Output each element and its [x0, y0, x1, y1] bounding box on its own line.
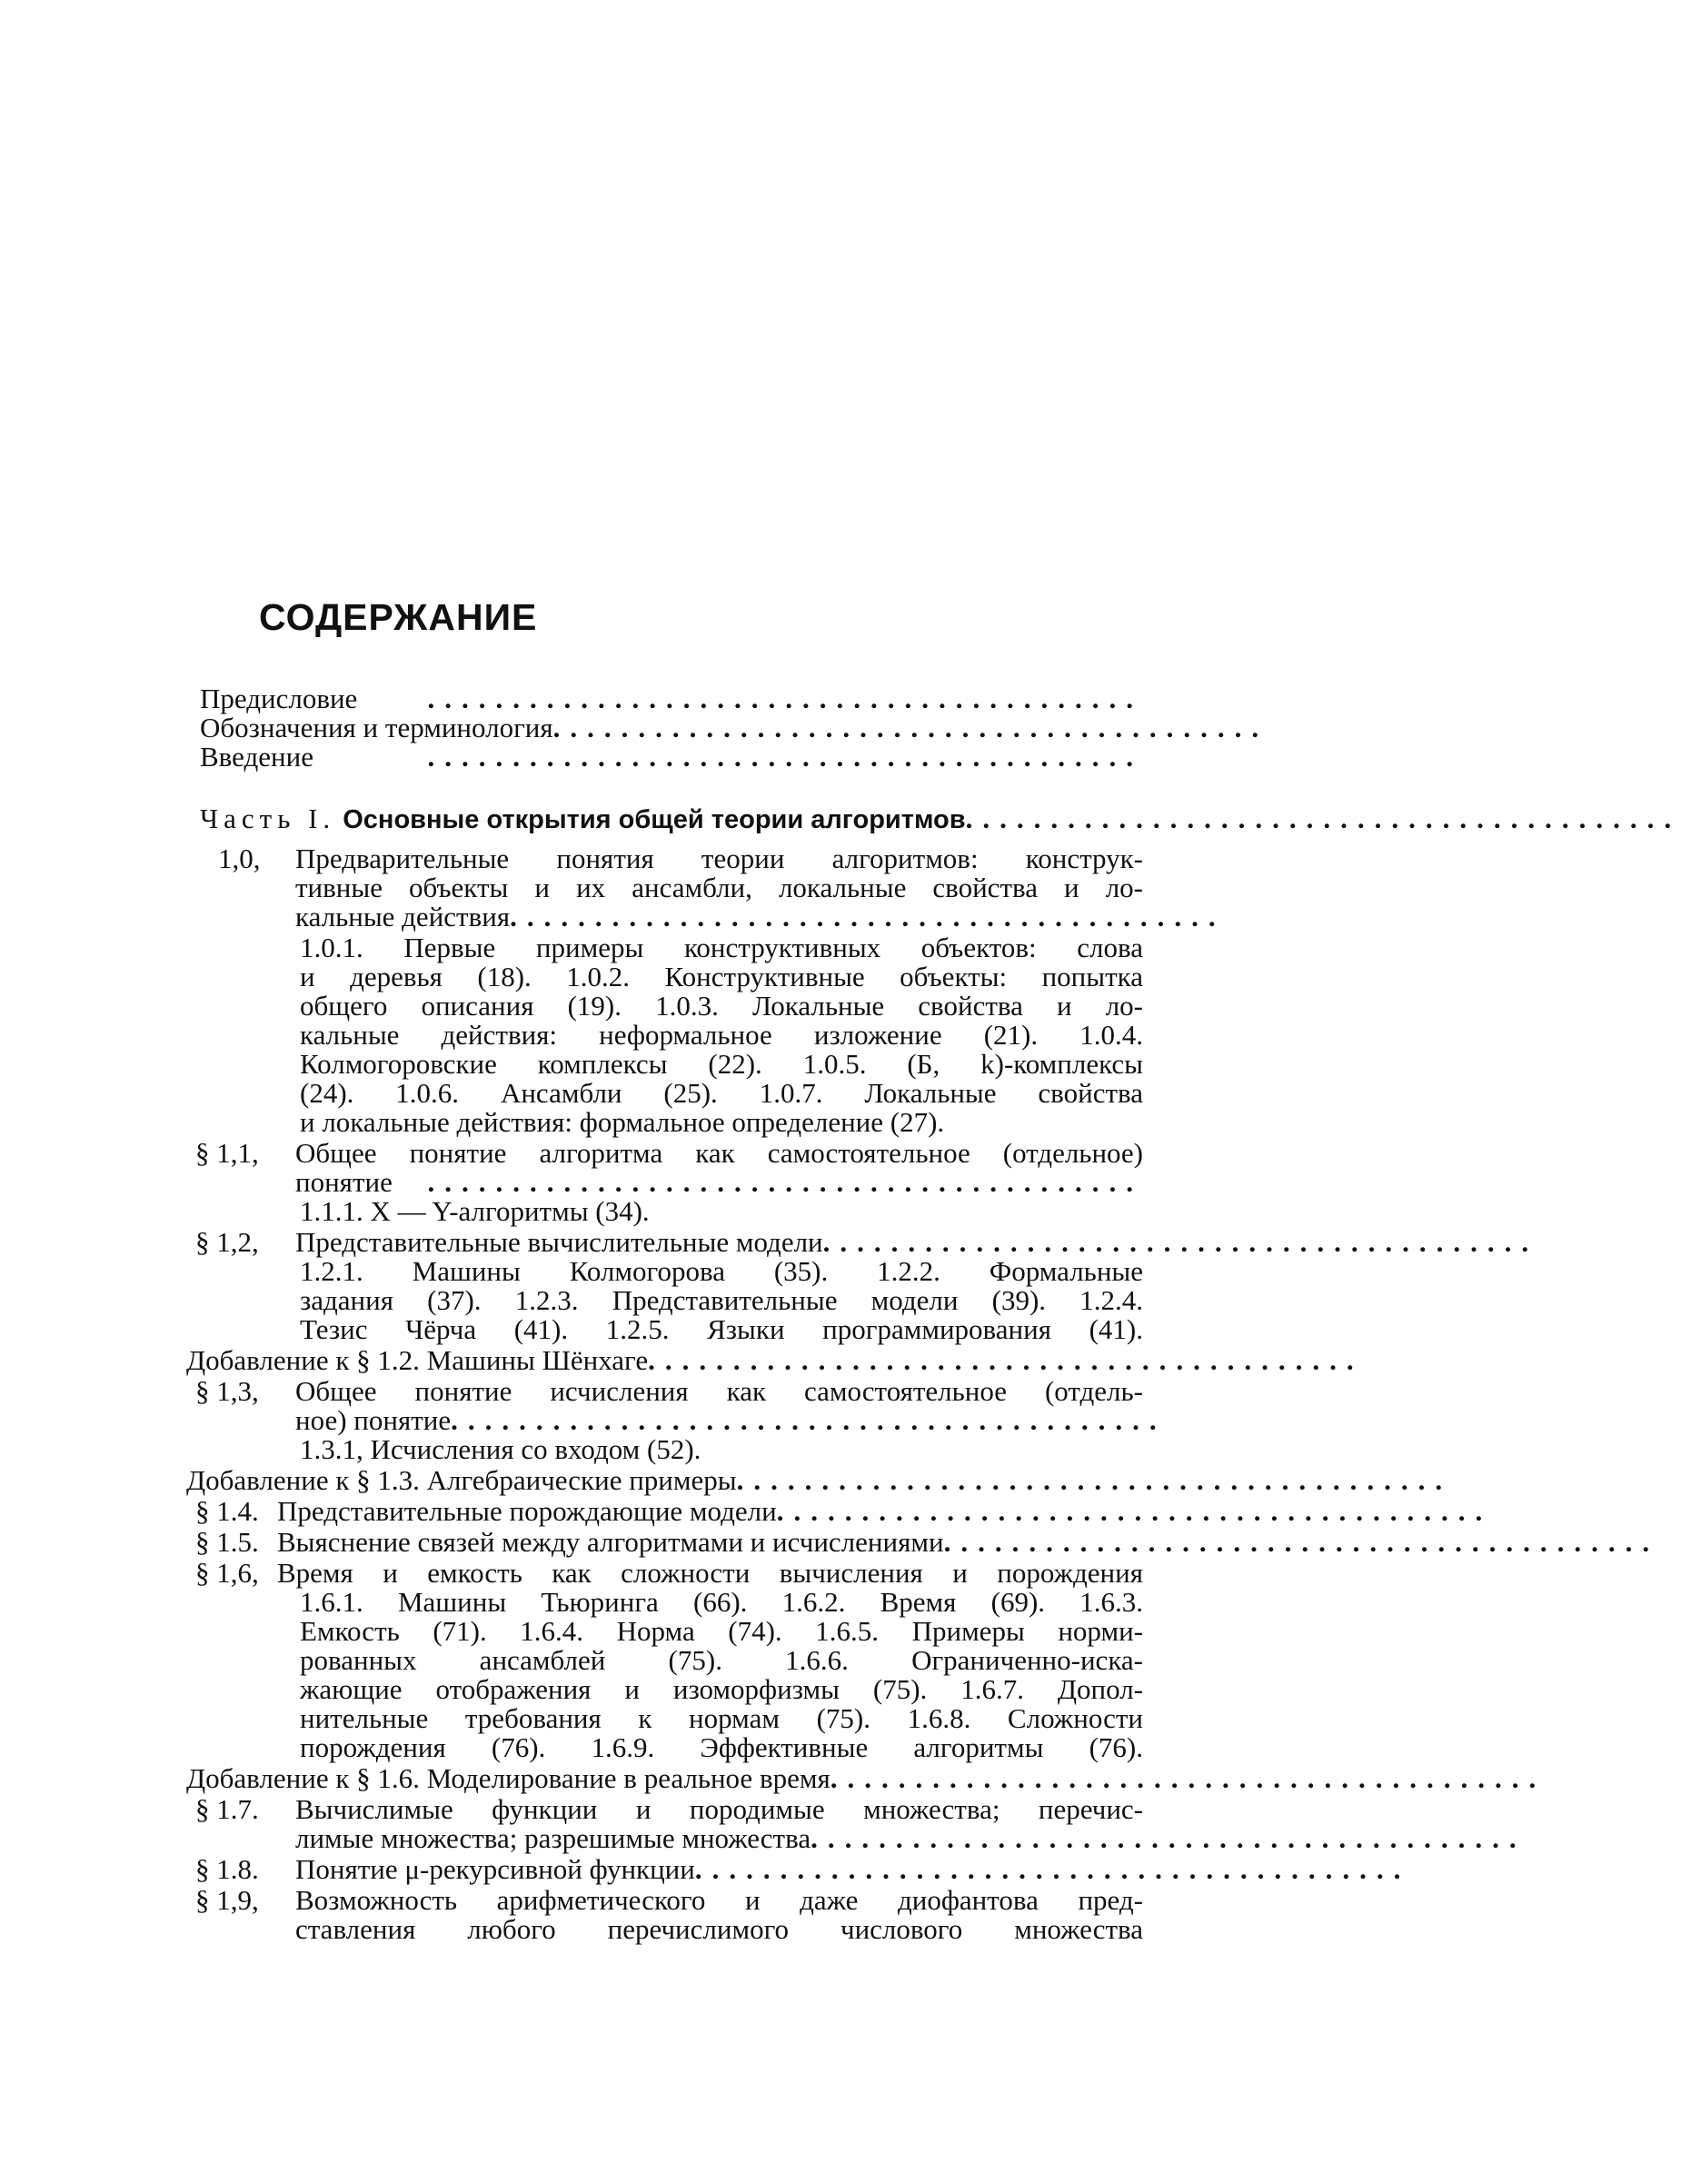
subsection-list: общего описания (19). 1.0.3. Локальные свойства и ло- — [300, 990, 1143, 1022]
section-number: § 1.8. — [195, 1853, 259, 1885]
toc-entry-addendum-1-2[interactable] — [186, 1344, 1364, 1376]
leader-dots: .......................................... — [427, 741, 1143, 773]
subsection-list: Колмогоровские комплексы (22). 1.0.5. (Б, k)-комплексы — [300, 1048, 1143, 1080]
toc-entry-1-3[interactable]: Общее понятие исчисления как самостоятельное (отдель- — [295, 1375, 1143, 1407]
section-number: § 1,9, — [195, 1884, 259, 1916]
toc-entry-label: Понятие μ-рекурсивной функции — [295, 1853, 695, 1885]
toc-entry-label: Выяснение связей между алгоритмами и исчислениями — [277, 1526, 944, 1558]
leader-dots: .......................................... — [648, 1344, 1364, 1376]
toc-entry-text: тивные объекты и их ансамбли, локальные свойства и ло- — [295, 872, 1143, 903]
page-title: СОДЕРЖАНИЕ — [259, 596, 538, 638]
subsection-list: рованных ансамблей (75). 1.6.6. Ограниченно-иска- — [300, 1644, 1143, 1676]
toc-entry-label: Представительные вычислительные модели — [295, 1226, 823, 1258]
toc-entry-text — [295, 1167, 1143, 1198]
leader-dots: .......................................... — [822, 1226, 1539, 1258]
toc-entry-1-8[interactable] — [295, 1853, 1411, 1885]
part-prefix: Часть I. — [200, 803, 336, 834]
section-number: § 1.5. — [195, 1526, 259, 1558]
section-number: 1,0, — [218, 843, 261, 874]
toc-entry-label: Добавление к § 1.2. Машины Шёнхаге — [186, 1344, 649, 1376]
toc-entry-text — [295, 1404, 1167, 1436]
leader-dots: .......................................... — [811, 1822, 1527, 1854]
toc-entry-label: кальные действия — [295, 901, 511, 932]
subsection-list: 1.6.1. Машины Тьюринга (66). 1.6.2. Время (69). 1.6.3. — [300, 1586, 1143, 1618]
section-number: § 1,3, — [195, 1375, 259, 1407]
part-heading — [200, 803, 966, 835]
leader-dots: .......................................... — [943, 1526, 1660, 1558]
toc-entry-label: Введение — [200, 741, 313, 773]
toc-entry-1-6[interactable]: Время и емкость как сложности вычисления и порождения — [277, 1557, 1143, 1589]
toc-entry-1-0[interactable]: Предварительные понятия теории алгоритмов: конструк- — [295, 843, 1143, 874]
toc-entry-label: Представительные порождающие модели — [277, 1495, 777, 1527]
part-title: Основные открытия общей теории алгоритмов — [343, 805, 966, 834]
toc-entry-introduction[interactable] — [200, 742, 1143, 773]
subsection-list: Емкость (71). 1.6.4. Норма (74). 1.6.5. Примеры норми- — [300, 1615, 1143, 1647]
toc-entry-label: ное) понятие — [295, 1404, 452, 1436]
toc-entry-preface[interactable] — [200, 683, 1143, 714]
section-number: § 1.7. — [195, 1793, 259, 1825]
toc-entry-label: Обозначения и терминология — [200, 712, 553, 743]
leader-dots: .......................................... — [427, 1166, 1143, 1198]
toc-entry-text: ставления любого перечислимого числового множества — [295, 1913, 1143, 1945]
subsection-list: задания (37). 1.2.3. Представительные модели (39). 1.2.4. — [300, 1284, 1143, 1316]
toc-entry-part-1[interactable] — [200, 803, 1681, 834]
section-number: § 1.4. — [195, 1495, 259, 1527]
leader-dots: .......................................... — [736, 1464, 1453, 1496]
toc-entry-notation[interactable] — [200, 712, 1269, 743]
leader-dots: .......................................... — [510, 901, 1226, 932]
subsection-list: 1.3.1, Исчисления со входом (52). — [300, 1433, 701, 1465]
subsection-list: 1.0.1. Первые примеры конструктивных объектов: слова — [300, 932, 1143, 963]
toc-entry-addendum-1-6[interactable] — [186, 1762, 1547, 1794]
subsection-list: и локальные действия: формальное определение (27). — [300, 1106, 945, 1138]
section-number: § 1,1, — [195, 1137, 259, 1169]
leader-dots: .......................................... — [776, 1495, 1493, 1527]
leader-dots: .......................................... — [451, 1404, 1167, 1436]
toc-entry-1-4[interactable] — [277, 1495, 1493, 1527]
leader-dots: .......................................... — [830, 1762, 1547, 1794]
toc-entry-1-5[interactable] — [277, 1526, 1660, 1558]
toc-entry-1-2[interactable] — [295, 1226, 1539, 1258]
toc-entry-1-9[interactable]: Возможность арифметического и даже диофантова пред- — [295, 1884, 1143, 1916]
subsection-list: жающие отображения и изоморфизмы (75). 1.6.7. Допол- — [300, 1673, 1143, 1705]
toc-entry-text — [295, 901, 1226, 932]
leader-dots: .......................................... — [427, 683, 1143, 714]
toc-entry-1-7[interactable]: Вычислимые функции и породимые множества; перечис- — [295, 1793, 1143, 1825]
leader-dots: .......................................... — [694, 1853, 1411, 1885]
section-number: § 1,2, — [195, 1226, 259, 1258]
subsection-list: порождения (76). 1.6.9. Эффективные алгоритмы (76). — [300, 1731, 1143, 1763]
subsection-list: кальные действия: неформальное изложение (21). 1.0.4. — [300, 1019, 1143, 1051]
toc-entry-label: лимые множества; разрешимые множества — [295, 1822, 811, 1854]
toc-entry-label: Предисловие — [200, 683, 358, 714]
toc-entry-addendum-1-3[interactable] — [186, 1464, 1453, 1496]
subsection-list: Тезис Чёрча (41). 1.2.5. Языки программирования (41). — [300, 1313, 1143, 1345]
toc-entry-label: Добавление к § 1.6. Моделирование в реальное время — [186, 1762, 831, 1794]
section-number: § 1,6, — [195, 1557, 259, 1589]
subsection-list: нительные требования к нормам (75). 1.6.8. Сложности — [300, 1702, 1143, 1734]
leader-dots: .......................................... — [965, 803, 1681, 834]
toc-entry-1-1[interactable]: Общее понятие алгоритма как самостоятельное (отдельное) — [295, 1137, 1143, 1169]
subsection-list: (24). 1.0.6. Ансамбли (25). 1.0.7. Локальные свойства — [300, 1077, 1143, 1109]
leader-dots: .......................................... — [552, 712, 1269, 743]
subsection-list: 1.1.1. X — Y-алгоритмы (34). — [300, 1195, 650, 1227]
subsection-list: 1.2.1. Машины Колмогорова (35). 1.2.2. Формальные — [300, 1255, 1143, 1287]
subsection-list: и деревья (18). 1.0.2. Конструктивные объекты: попытка — [300, 961, 1143, 992]
toc-entry-label: понятие — [295, 1166, 393, 1198]
toc-entry-label: Добавление к § 1.3. Алгебраические примеры — [186, 1464, 737, 1496]
toc-entry-text — [295, 1822, 1527, 1854]
